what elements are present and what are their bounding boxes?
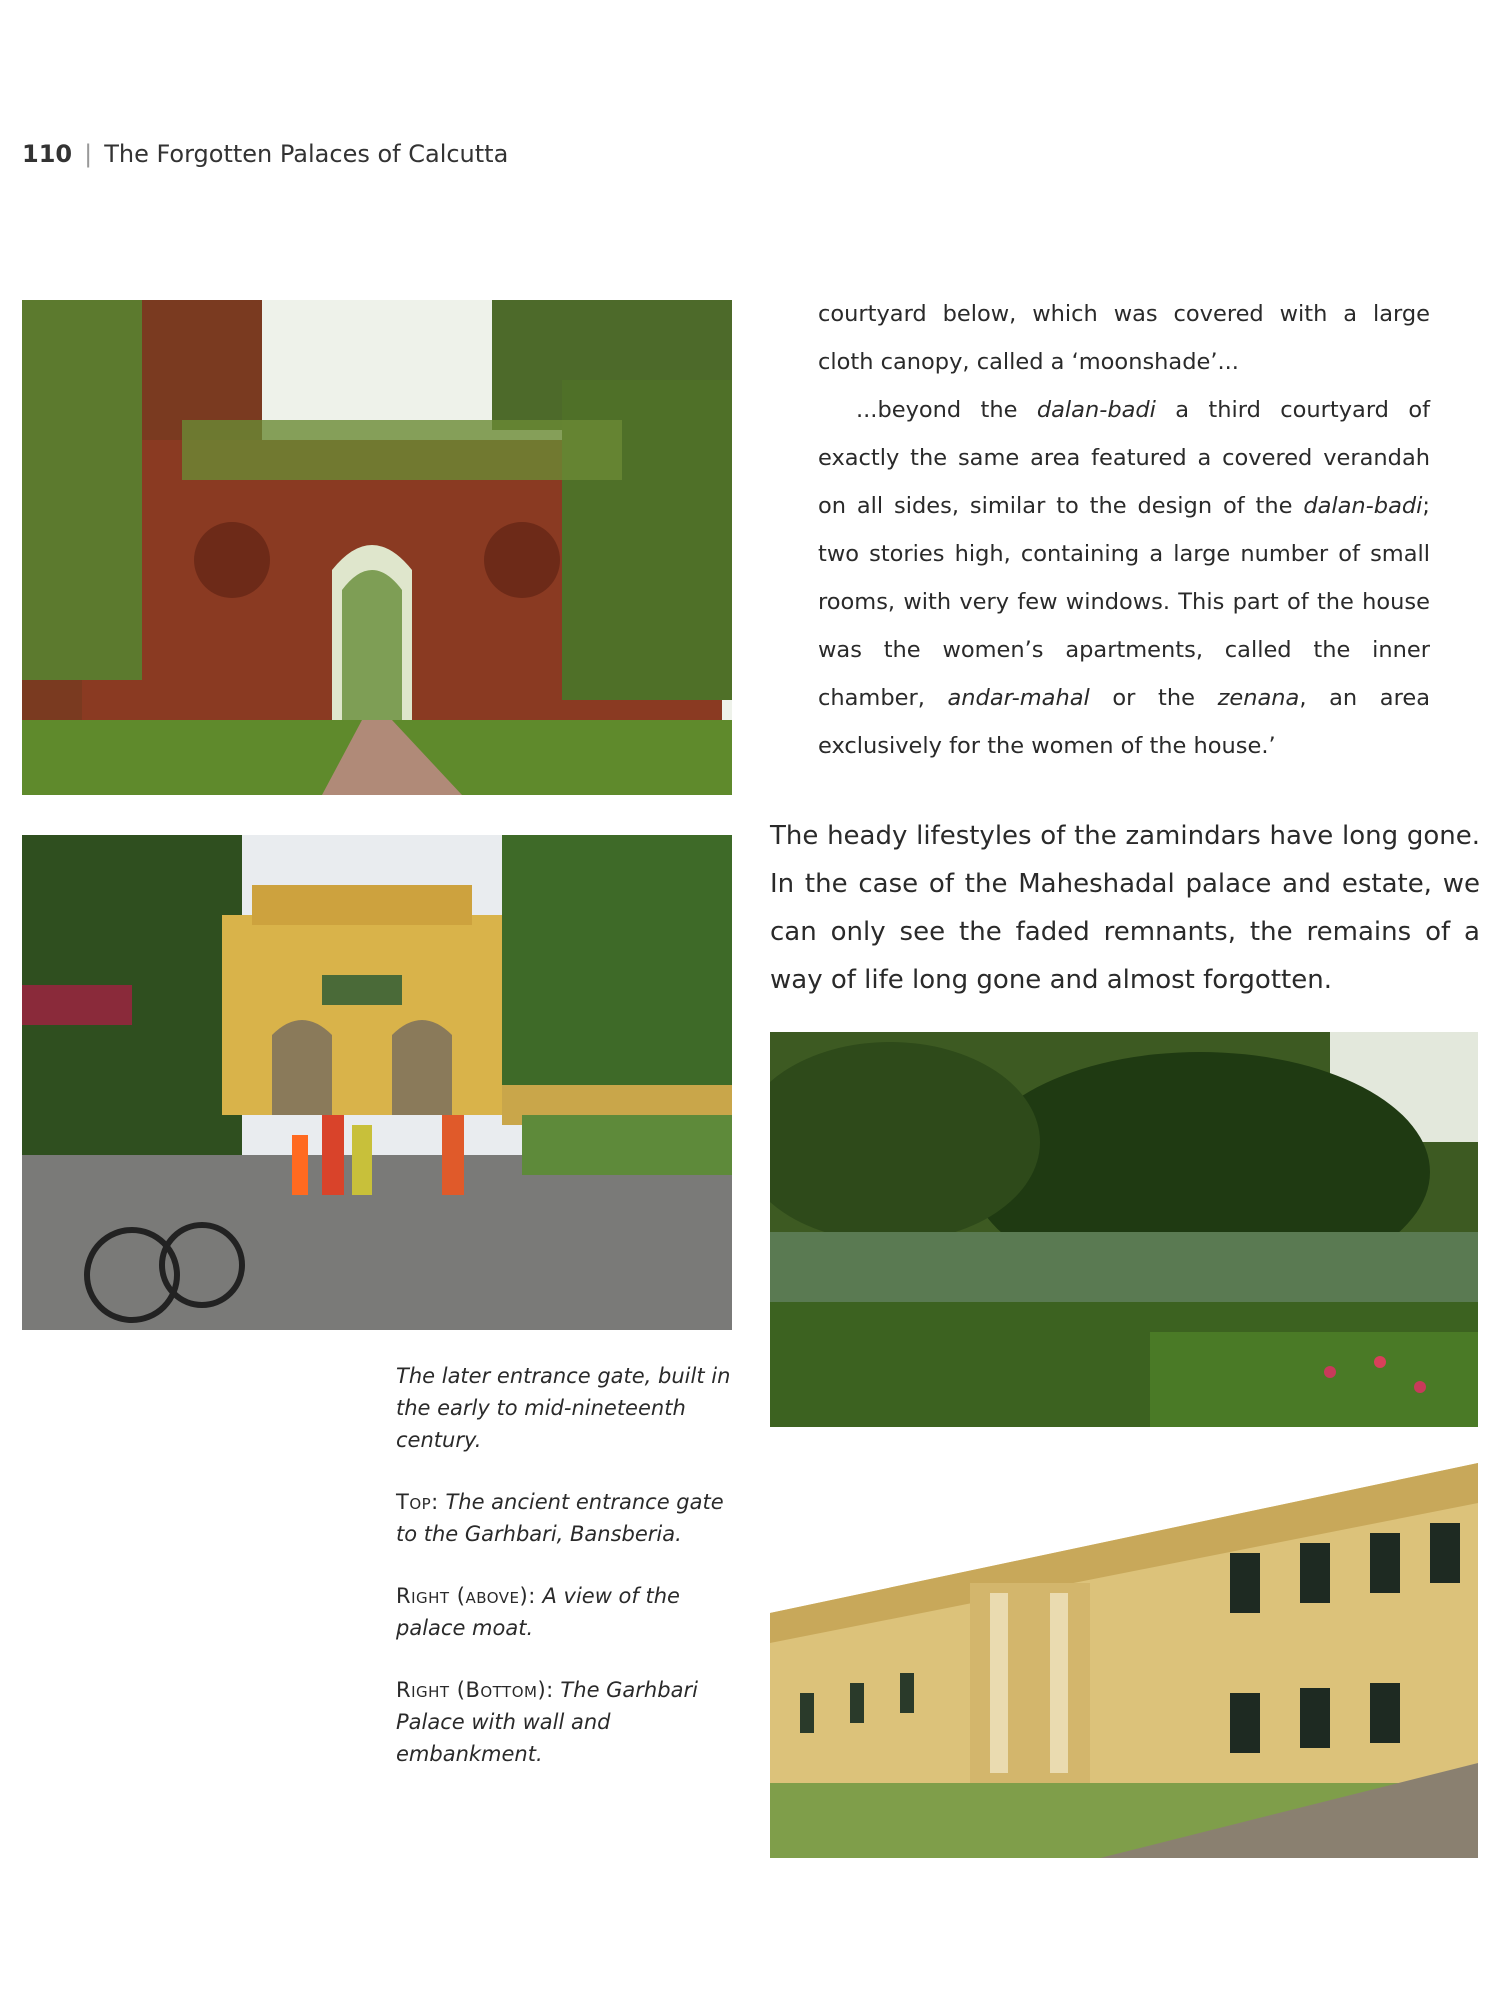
page-number: 110 <box>22 140 73 168</box>
quote-paragraph-2: ...beyond the dalan-badi a third courtyard of exactly the same area featured a covered verandah on all sides, similar to the design of the dalan-badi; two stories high, containing a large number of small rooms, with very few windows. This part of the house was the women’s apartments, called the inner chamber, andar-mahal or the zenana, an area exclusively for the women of the house.’ <box>818 397 1431 759</box>
photo-ancient-gate <box>22 300 732 795</box>
quote-paragraph-1: courtyard below, which was covered with a large cloth canopy, called a ‘moonshade’... <box>818 301 1430 375</box>
body-paragraph-text: The heady lifestyles of the zamindars have long gone. In the case of the Maheshadal palace and estate, we can only see the faded remnants, the remains of a way of life long gone and almost forgotten. <box>770 821 1480 995</box>
book-title: The Forgotten Palaces of Calcutta <box>104 140 509 168</box>
body-paragraph <box>770 812 1480 1004</box>
caption-top: Top: The ancient entrance gate to the Garhbari, Bansberia. <box>396 1490 724 1546</box>
photo-captions <box>396 1360 736 1800</box>
photo-garhbari-palace <box>770 1463 1478 1858</box>
caption-later-gate: The later entrance gate, built in the early to mid-nineteenth century. <box>396 1364 731 1452</box>
header-separator: | <box>84 140 93 168</box>
page-header <box>22 140 508 168</box>
quoted-passage <box>818 290 1430 770</box>
photo-palace-moat <box>770 1032 1478 1427</box>
caption-right-above: Right (above): A view of the palace moat. <box>396 1584 680 1640</box>
caption-right-bottom: Right (Bottom): The Garhbari Palace with wall and embankment. <box>396 1678 698 1766</box>
photo-later-entrance-gate <box>22 835 732 1330</box>
